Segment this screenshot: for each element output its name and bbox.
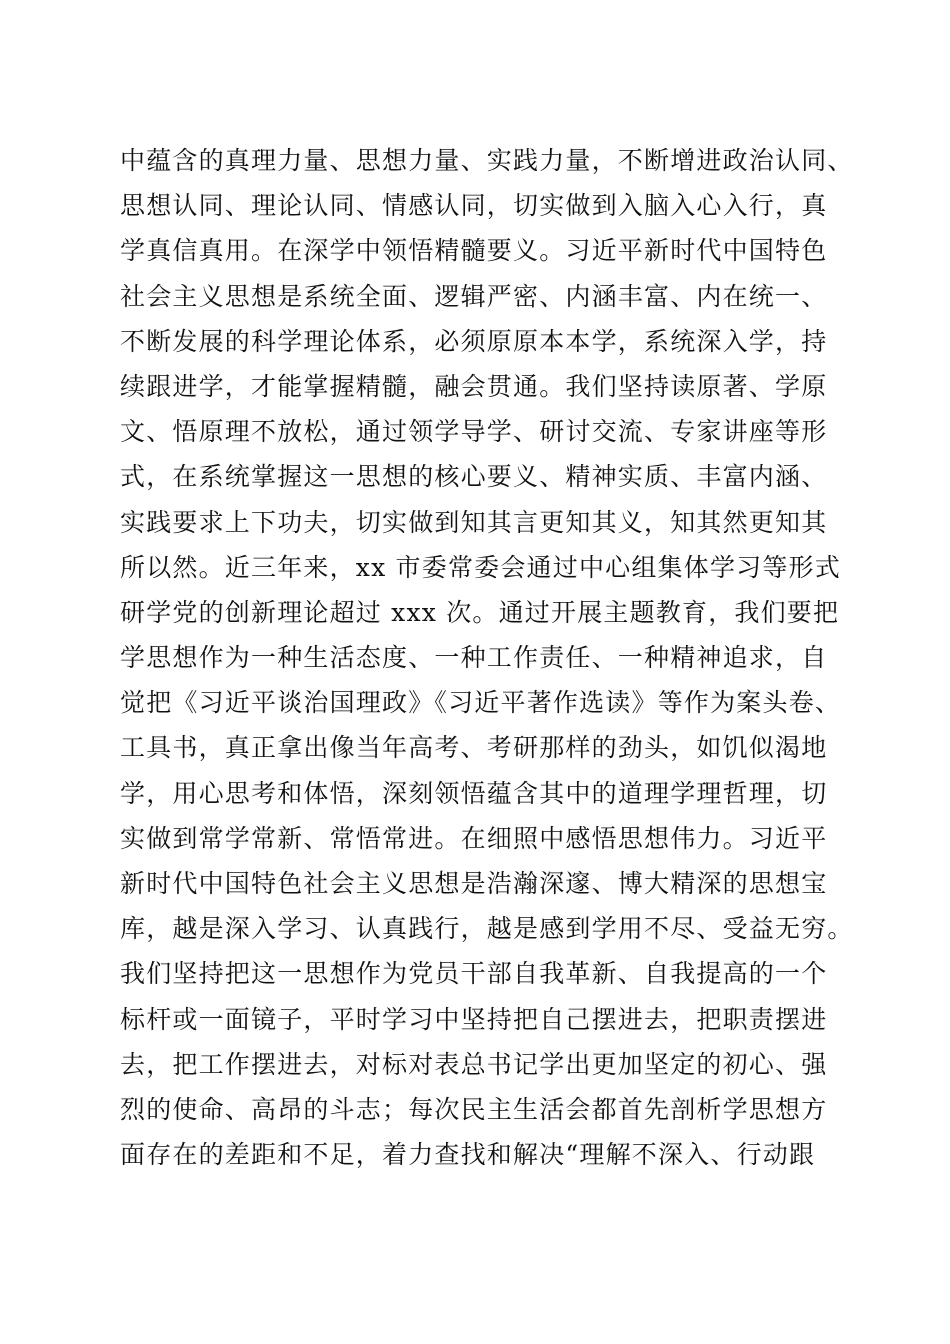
text-line-16: 实做到常学常新、常悟常进。在细照中感悟思想伟力。习近平	[120, 823, 828, 853]
text-line-4: 社会主义思想是系统全面、逻辑严密、内涵丰富、内在统一、	[120, 281, 828, 311]
text-line-5: 不断发展的科学理论体系，必须原原本本学，系统深入学，持	[120, 326, 828, 356]
text-line-1: 中蕴含的真理力量、思想力量、实践力量，不断增进政治认同、	[120, 146, 854, 175]
text-line-15: 学，用心思考和体悟，深刻领悟蕴含其中的道理学理哲理，切	[120, 778, 828, 808]
text-line-6: 续跟进学，才能掌握精髓，融会贯通。我们坚持读原著、学原	[120, 371, 828, 401]
text-line-3: 学真信真用。在深学中领悟精髓要义。习近平新时代中国特色	[120, 236, 828, 266]
text-line-23: 面存在的差距和不足，着力查找和解决“理解不深入、行动跟	[120, 1140, 816, 1170]
text-line-22: 烈的使命、高昂的斗志；每次民主生活会都首先剖析学思想方	[120, 1094, 828, 1124]
text-line-19: 我们坚持把这一思想作为党员干部自我革新、自我提高的一个	[120, 959, 828, 989]
text-line-11: 研学党的创新理论超过 xxx 次。通过开展主题教育，我们要把	[120, 597, 840, 627]
text-line-17: 新时代中国特色社会主义思想是浩瀚深邃、博大精深的思想宝	[120, 869, 828, 898]
text-line-12: 学思想作为一种生活态度、一种工作责任、一种精神追求，自	[120, 643, 828, 673]
text-line-8: 式，在系统掌握这一思想的核心要义、精神实质、丰富内涵、	[120, 462, 828, 492]
text-line-13: 觉把《习近平谈治国理政》《习近平著作选读》等作为案头卷、	[120, 688, 842, 718]
text-line-10: 所以然。近三年来，xx 市委常委会通过中心组集体学习等形式	[120, 552, 841, 582]
text-line-2: 思想认同、理论认同、情感认同，切实做到入脑入心入行，真	[120, 191, 828, 221]
text-line-20: 标杆或一面镜子，平时学习中坚持把自己摆进去，把职责摆进	[120, 1004, 828, 1034]
text-line-9: 实践要求上下功夫，切实做到知其言更知其义，知其然更知其	[120, 507, 828, 537]
text-line-21: 去，把工作摆进去，对标对表总书记学出更加坚定的初心、强	[120, 1049, 828, 1079]
text-line-7: 文、悟原理不放松，通过领学导学、研讨交流、专家讲座等形	[120, 417, 828, 447]
text-line-14: 工具书，真正拿出像当年高考、考研那样的劲头，如饥似渴地	[120, 733, 828, 763]
text-line-18: 库，越是深入学习、认真践行，越是感到学用不尽、受益无穷。	[120, 914, 854, 944]
body-paragraph	[120, 138, 854, 1177]
